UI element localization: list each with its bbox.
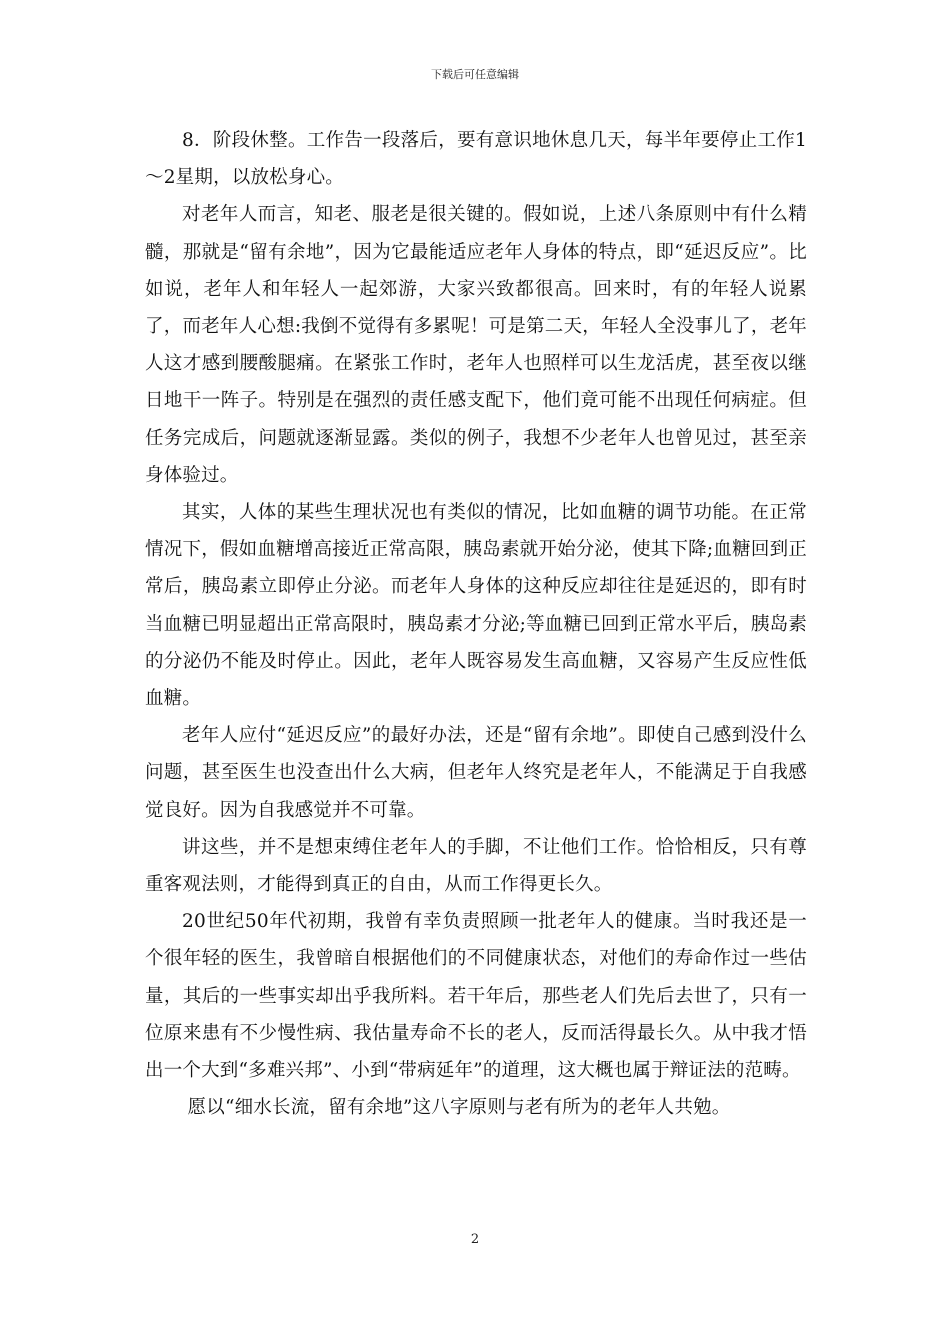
paragraph: 愿以“细水长流，留有余地”这八字原则与老有所为的老年人共勉。 [187,1097,731,1119]
paragraph: 其实，人体的某些生理状况也有类似的情况，比如血糖的调节功能。在正常情况下，假如血糖增高接近正常高限，胰岛素就开始分泌，使其下降;血糖回到正常后，胰岛素立即停止分泌。而老年人身体的这种反应却往往是延迟的，即有时当血糖已明显超出正常高限时，胰岛素才分泌;等血糖已回到正常水平后，胰岛素的分泌仍不能及时停止。因此，老年人既容易发生高血糖，又容易产生反应性低血糖。 [145,502,807,710]
page-header: 下载后可任意编辑 [431,68,519,81]
page-number: 2 [470,1232,480,1247]
paragraph: 讲这些，并不是想束缚住老年人的手脚，不让他们工作。恰恰相反，只有尊重客观法则，才能得到真正的自由，从而工作得更长久。 [145,836,807,896]
document-body [145,122,807,1126]
paragraph: 20世纪50年代初期，我曾有幸负责照顾一批老年人的健康。当时我还是一个很年轻的医生，我曾暗自根据他们的不同健康状态，对他们的寿命作过一些估量，其后的一些事实却出乎我所料。若干年后，那些老人们先后去世了，只有一位原来患有不少慢性病、我估量寿命不长的老人，反而活得最长久。从中我才悟出一个大到“多难兴邦”、小到“带病延年”的道理，这大概也属于辩证法的范畴。 [145,911,807,1082]
paragraph: 8．阶段休整。工作告一段落后，要有意识地休息几天，每半年要停止工作1～2星期，以放松身心。 [145,130,807,189]
paragraph: 老年人应付“延迟反应”的最好办法，还是“留有余地”。即使自己感到没什么问题，甚至医生也没查出什么大病，但老年人终究是老年人，不能满足于自我感觉良好。因为自我感觉并不可靠。 [145,725,807,821]
paragraph: 对老年人而言，知老、服老是很关键的。假如说，上述八条原则中有什么精髓，那就是“留有余地”，因为它最能适应老年人身体的特点，即“延迟反应”。比如说，老年人和年轻人一起郊游，大家兴致都很高。回来时，有的年轻人说累了，而老年人心想:我倒不觉得有多累呢！可是第二天，年轻人全没事儿了，老年人这才感到腰酸腿痛。在紧张工作时，老年人也照样可以生龙活虎，甚至夜以继日地干一阵子。特别是在强烈的责任感支配下，他们竟可能不出现任何病症。但任务完成后，问题就逐渐显露。类似的例子，我想不少老年人也曾见过，甚至亲身体验过。 [145,204,807,486]
